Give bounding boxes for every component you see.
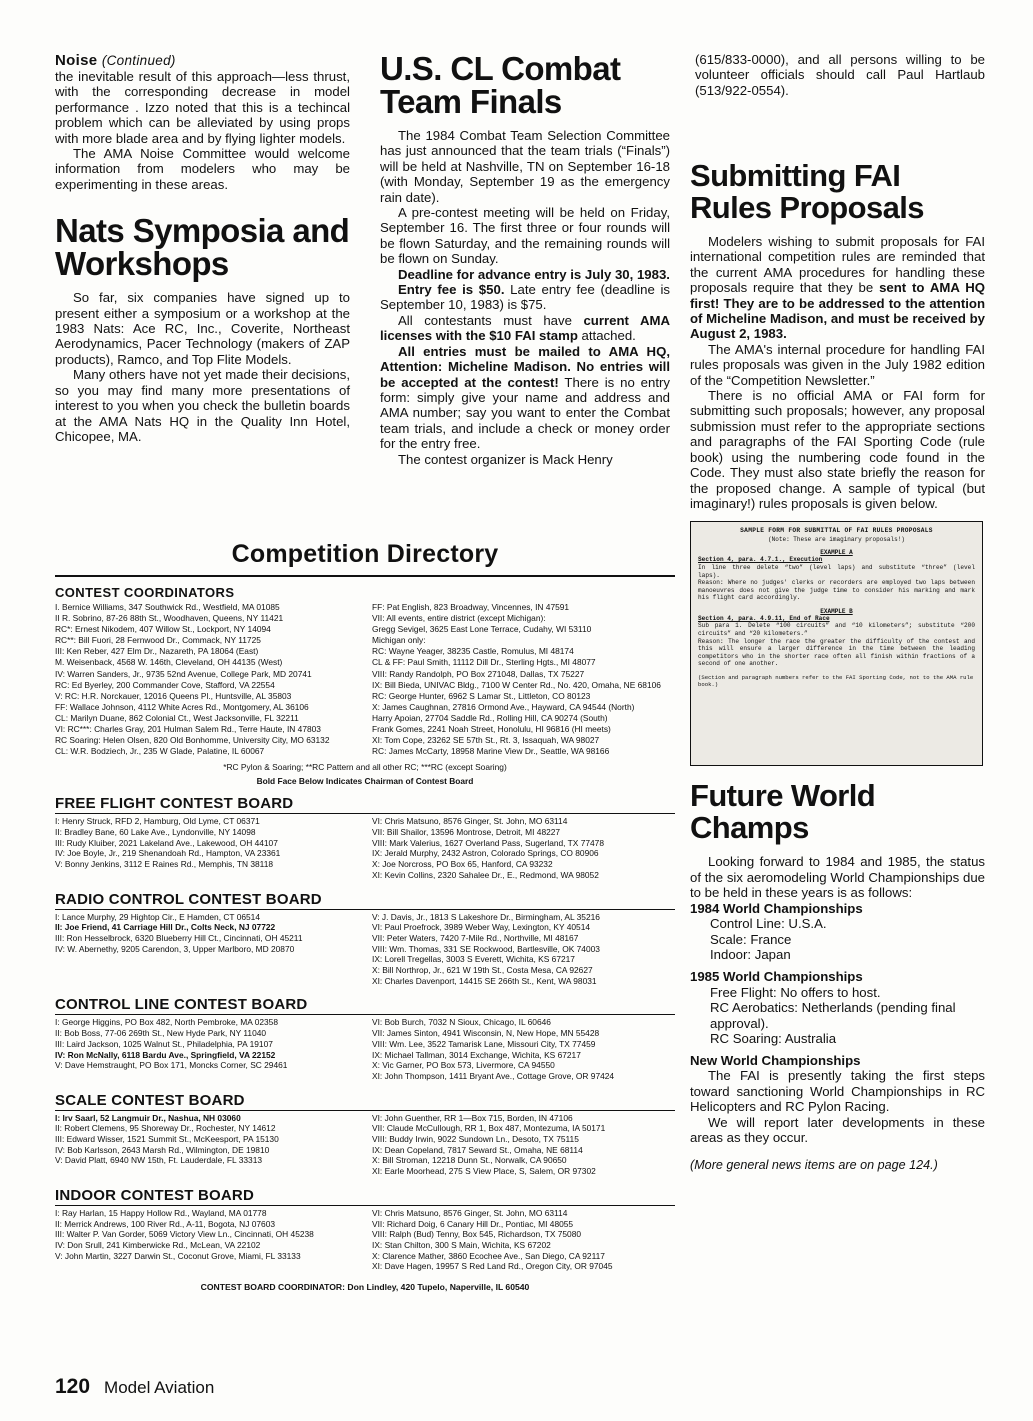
directory-entry: X: James Caughnan, 27816 Ormond Ave., Hayward, CA 94544 (North) [372,701,635,712]
fai-para-3: There is no official AMA or FAI form for submitting such proposals; however, any proposal submission must refer to the appropriate sections and paragraphs of the FAI Sporting Code (rule book) using the numbering code found in the Code. They must also state briefly the reason for the proposed change. A sample of typical (but imaginary!) rules proposals is given below. [690,388,985,511]
directory-entry: CL: Marilyn Duane, 862 Colonial Ct., West Jacksonville, FL 32211 [55,712,299,723]
noise-para-1: the inevitable result of this approach—less thrust, with the corresponding decrease in model performance . Izzo noted that this is a techincal problem which can be alleviated by using props with more blade area and by flying lighter models. [55,69,350,146]
coordinators-left-column [55,603,358,758]
board-member: VI: Chris Matsuno, 8576 Ginger, St. John, MO 63114 [372,816,568,827]
board-member: II: Robert Clemens, 95 Shoreway Dr., Rochester, NY 14612 [55,1123,276,1134]
rule-box-b-section: Section 4, para. 4.9.11, End of Race [698,614,830,622]
board-member: IV: Joe Boyle, Jr., 219 Shenandoah Rd., Hampton, VA 23361 [55,848,281,859]
coordinators-right-column [372,603,675,758]
directory-entry: IV: Warren Sanders, Jr., 9735 52nd Avenue, College Park, MD 20741 [55,668,312,679]
board-member: IX: Jerald Murphy, 2432 Astron, Colorado Springs, CO 80906 [372,848,599,859]
directory-note-2: Bold Face Below Indicates Chairman of Contest Board [256,776,474,787]
board-member: VI: Chris Matsuno, 8576 Ginger, St. John, MO 63114 [372,1207,568,1218]
rule-box-a-reason-label: Reason: [698,579,724,587]
list-item: Scale: France [710,931,792,947]
board-member: VIII: Buddy Irwin, 9022 Sundown Ln., Desoto, TX 75115 [372,1134,579,1145]
directory-entry: V: RC: H.R. Norckauer, 12016 Queens Pl., Huntsville, AL 35803 [55,690,292,701]
board-member: VIII: Mark Valerius, 1627 Overland Pass, Sugerland, TX 77478 [372,837,604,848]
directory-entry: I. Bernice Williams, 347 Southwick Rd., Westfield, MA 01085 [55,602,280,612]
fai-para-1-pre: Modelers wishing to submit proposals for FAI international competition rules are reminded that the current AMA procedures for handling these proposals require that they be [690,234,985,296]
rule-box-a-section: Section 4, para. 4.7.1., Execution [698,556,823,564]
contest-board-column [55,1018,358,1082]
future-champs-1985 [690,969,985,1047]
future-champs-new-para-2: We will report later developments in these areas as they occur. [690,1114,985,1146]
board-member: III: Edward Wisser, 1521 Summit St., McKeesport, PA 15130 [55,1134,279,1145]
future-champs-1985-title: 1985 World Championships [690,968,863,984]
board-member: X: Clarence Mather, 3860 Ecochee Ave., San Diego, CA 92117 [372,1250,605,1261]
combat-heading: U.S. CL Combat Team Finals [380,50,621,120]
contest-board-columns [55,1114,675,1178]
rule-box-subtitle: (Note: These are imaginary proposals!) [768,536,905,544]
contest-board-name: CONTROL LINE CONTEST BOARD [55,996,675,1015]
board-member: XI: Earle Moorhead, 275 S View Place, S, Salem, OR 97302 [372,1166,596,1177]
board-member: VII: Peter Waters, 7420 7-Mile Rd., Northville, MI 48167 [372,932,579,943]
board-member: IV: Bob Karlsson, 2643 Marsh Rd., Wilmington, DE 19810 [55,1144,270,1155]
board-member: VII: Claude McCullough, RR 1, Box 487, Montezuma, IA 50171 [372,1123,606,1134]
column-right [690,160,985,1172]
board-member: IX: Dean Copeland, 7817 Seward St., Omaha, NE 68114 [372,1144,583,1155]
rule-box-a-reason-text: Where no judges' clerks or recorders are employed two laps between manoeuvres does not give the judge time to consider his marking and mark his flight card accordingly. [698,579,975,602]
board-member: V: Dave Hemstraught, PO Box 171, Moncks Corner, SC 29461 [55,1060,288,1071]
list-item: RC Aerobatics: Netherlands (pending final approval). [710,1000,956,1031]
directory-entry: XI: Tom Cope, 23262 SE 57th St., Rt. 3, Issaquah, WA 98027 [372,735,600,746]
contest-board [55,795,675,881]
board-member: III: Walter P. Van Gorder, 5069 Victory View Ln., Cincinnati, OH 45238 [55,1229,314,1240]
board-member: IX: Lorell Tregellas, 3003 S Everett, Wichita, KS 67217 [372,954,575,965]
noise-continued: (Continued) [101,53,176,68]
list-item: Control Line: U.S.A. [710,916,827,932]
board-member: XI: Kevin Collins, 2320 Sahalee Dr., E., Redmond, WA 98052 [372,869,599,880]
page-number: 120 [55,1375,91,1398]
contest-board-name: INDOOR CONTEST BOARD [55,1187,675,1206]
board-member: I: George Higgins, PO Box 482, North Pembroke, MA 02358 [55,1017,278,1028]
page-footer [55,1375,214,1399]
board-member: VIII: Wm. Thomas, 331 SE Rockwood, Bartlesville, OK 74003 [372,943,600,954]
combat-licenses-post: attached. [577,328,636,344]
board-member: VI: Bob Burch, 7032 N Sioux, Chicago, IL 60646 [372,1017,551,1028]
directory-entry: VI: RC***: Charles Gray, 201 Hulman Salem Rd., Terre Haute, IN 47803 [55,724,321,735]
directory-entry: M. Weisenback, 4568 W. 146th, Cleveland, OH 44135 (West) [55,657,283,668]
combat-organizer-cont: (615/833-0000), and all persons willing to be volunteer officials should call Paul Hartlaub (513/922-0554). [695,52,985,98]
rule-box-b-reason-label: Reason: [698,637,724,645]
combat-organizer: The contest organizer is Mack Henry [398,451,613,467]
board-member: III: Laird Jackson, 1025 Walnut St., Philadelphia, PA 19107 [55,1038,273,1049]
rule-box-b-reason [698,638,975,668]
board-member: XI: Dave Hagen, 19957 S Red Land Rd., Oregon City, OR 97045 [372,1261,613,1272]
contest-coordinators-columns [55,603,675,758]
directory-entry: CL & FF: Paul Smith, 11112 Dill Dr., Sterling Hgts., MI 48077 [372,657,596,668]
directory-entry: RC: George Hunter, 6962 S Lamar St., Littleton, CO 80123 [372,690,591,701]
combat-entry-fee-rest: Late entry fee (deadline is September 10, 1983) is $75. [380,282,670,313]
contest-board-columns [55,817,675,881]
nats-heading: Nats Symposia and Workshops [55,212,350,283]
board-member: II: Bob Boss, 77-06 269th St., New Hyde Park, NY 11040 [55,1028,267,1039]
contest-board-column [55,1209,358,1273]
combat-mailing-rest: There is no entry form: simply give your name and address and AMA number; say you want to enter the Combat team trials, and include a check or money order for the entry free. [380,374,670,452]
rule-box-a-reason [698,579,975,602]
combat-para-1: The 1984 Combat Team Selection Committee has just announced that the team trials (“Finals”) will be held at Nashville, TN on September 16-18 (with Monday, September 19 as the emergency rain date). [380,128,670,205]
board-member: VI: Paul Proefrock, 3989 Weber Way, Lexington, KY 40514 [372,922,591,933]
board-member: I: Lance Murphy, 29 Hightop Cir., E Hamden, CT 06514 [55,911,260,922]
board-member: XI: Charles Davenport, 14415 SE 266th St., Kent, WA 98031 [372,975,597,986]
board-member: V: David Platt, 6940 NW 15th, Ft. Lauderdale, FL 33313 [55,1155,263,1166]
publication-name: Model Aviation [104,1378,215,1397]
combat-para-2: A pre-contest meeting will be held on Friday, September 16. The first three or four rounds will be flown Saturday, and the remaining rounds will be flown on Sunday. [380,205,670,267]
rule-box-a-body: In line three delete “two” (level laps) and substitute “three” (level laps). [698,563,975,579]
combat-licenses-bold: current AMA licenses with the $10 FAI stamp [380,312,670,344]
directory-entry: III: Ken Reber, 427 Elm Dr., Nazareth, PA 18064 (East) [55,646,259,657]
board-member: X: Bill Northrop, Jr., 621 W 19th St., Costa Mesa, CA 92627 [372,965,593,976]
contest-board-name: SCALE CONTEST BOARD [55,1092,675,1111]
board-member: VII: Richard Doig, 6 Canary Hill Dr., Pontiac, MI 48055 [372,1218,574,1229]
board-member: II: Bradley Bane, 60 Lake Ave., Lyndonville, NY 14098 [55,827,256,838]
board-member: II: Merrick Andrews, 100 River Rd., A-11, Bogota, NJ 07603 [55,1218,276,1229]
noise-para-2: The AMA Noise Committee would welcome information from modelers who may be experimenting in these areas. [55,146,350,192]
rule-box-title: SAMPLE FORM FOR SUBMITTAL OF FAI RULES PROPOSALS [740,527,933,535]
future-champs-new-title: New World Championships [690,1052,861,1068]
board-member: I: Irv Saarl, 52 Langmuir Dr., Nashua, NH 03060 [55,1112,241,1123]
contest-board-columns [55,1209,675,1273]
directory-entry: RC: James McCarty, 18958 Marine View Dr., Seattle, WA 98166 [372,746,610,757]
combat-entry-fee-bold: Entry fee is $50. [398,282,505,298]
future-champs-new [690,1053,985,1146]
directory-entry: II R. Sobrino, 87-26 88th St., Woodhaven, Queens, NY 11421 [55,613,284,624]
directory-entry: RC: Ed Byerley, 200 Commander Cove, Stafford, VA 22554 [55,679,275,690]
board-member: X: Vic Garner, PO Box 573, Livermore, CA 94550 [372,1060,555,1071]
rule-box-footnote: (Section and paragraph numbers refer to the FAI Sporting Code, not to the AMA rule book.) [698,674,974,689]
board-member: VI: John Guenther, RR 1—Box 715, Borden, IN 47106 [372,1112,573,1123]
fai-para-1 [690,234,985,342]
directory-entry: Harry Apoian, 27704 Saddle Rd., Rolling Hill, CA 90274 (South) [372,712,608,723]
board-member: III: Ron Hesselbrock, 6320 Blueberry Hill Ct., Cincinnati, OH 45211 [55,932,303,943]
directory-entry: RC: Wayne Yeager, 38235 Castle, Romulus, MI 48174 [372,646,574,657]
contest-board-column [372,1018,675,1082]
future-champs-1984 [690,901,985,963]
directory-entry: FF: Wallace Johnson, 4112 White Acres Rd., Montgomery, AL 36106 [55,701,309,712]
nats-para-2: Many others have not yet made their decisions, so you may find many more presentations of interest to you when you check the bulletin boards at the AMA Nats HQ in the Quality Inn Hotel, Chicopee, MA. [55,367,350,444]
rule-box-example-b-label: EXAMPLE B [820,607,853,615]
fai-para-2: The AMA's internal procedure for handling FAI rules proposals was given in the July 1982 edition of the “Competition Newsletter.” [690,341,985,388]
board-member: I: Ray Harlan, 15 Happy Hollow Rd., Wayland, MA 01778 [55,1207,267,1218]
board-member: IV: Ron McNally, 6118 Bardu Ave., Springfield, VA 22152 [55,1049,276,1060]
contest-board-coordinator: CONTEST BOARD COORDINATOR: Don Lindley, 420 Tupelo, Naperville, IL 60540 [200,1282,530,1293]
column-left [55,52,350,444]
contest-board-column [55,913,358,988]
board-member: IV: Don Srull, 241 Kimberwicke Rd., McLean, VA 22102 [55,1240,261,1250]
more-news-note: (More general news items are on page 124.) [690,1157,938,1172]
board-member: V: J. Davis, Jr., 1813 S Lakeshore Dr., Birmingham, AL 35216 [372,911,600,922]
fai-heading: Submitting FAI Rules Proposals [690,158,924,225]
future-champs-1984-title: 1984 World Championships [690,900,863,916]
board-member: VIII: Wm. Lee, 3522 Tamarisk Lane, Missouri City, TX 77459 [372,1038,596,1049]
contest-boards [55,795,675,1273]
list-item: Indoor: Japan [710,947,791,963]
board-member: IV: W. Abernethy, 9205 Carendon, 3, Upper Marlboro, MD 20870 [55,943,295,954]
combat-deadline: Deadline for advance entry is July 30, 1983. [398,266,670,282]
directory-entry: VII: All events, entire district (except Michigan): [372,613,546,624]
combat-mailing [380,344,670,452]
board-member: I: Henry Struck, RFD 2, Hamburg, Old Lyme, CT 06371 [55,816,260,827]
column-middle [380,52,670,467]
sample-rules-proposal-box [690,521,983,766]
directory-entry: RC*: Ernest Nikodem, 407 Willow St., Lockport, NY 14094 [55,624,271,635]
contest-board [55,1187,675,1273]
future-champs-heading: Future World Champs [690,778,876,846]
directory-entry: IX: Bill Bieda, UNIVAC Bldg., 7100 W Center Rd., No. 420, Omaha, NE 68106 [372,679,661,690]
contest-board-columns [55,913,675,988]
future-champs-intro: Looking forward to 1984 and 1985, the status of the six aeromodeling World Championships due to be held in these years is as follows: [690,854,985,901]
board-member: XI: John Thompson, 1411 Bryant Ave., Cottage Grove, OR 97424 [372,1070,615,1081]
rule-box-example-a-label: EXAMPLE A [820,549,853,557]
noise-kicker-text: Noise [55,52,98,69]
combat-licenses [380,313,670,344]
contest-board-column [372,1209,675,1273]
directory-entry: RC Soaring: Helen Olsen, 820 Old Bonhomme, University City, MO 63132 [55,735,330,746]
directory-entry: VIII: Randy Randolph, PO Box 271048, Dallas, TX 75227 [372,668,585,679]
noise-kicker [55,52,350,69]
list-item: RC Soaring: Australia [710,1031,837,1047]
contest-board-column [372,1114,675,1178]
board-member: VIII: Ralph (Bud) Tenny, Box 545, Richardson, TX 75080 [372,1229,582,1240]
directory-entry: FF: Pat English, 823 Broadway, Vincennes, IN 47591 [372,602,570,612]
directory-entry: Michigan only: [372,635,426,646]
contest-board-name: FREE FLIGHT CONTEST BOARD [55,795,675,814]
contest-board [55,891,675,988]
board-member: IX: Michael Tallman, 3014 Exchange, Wichita, KS 67217 [372,1049,581,1060]
contest-board-name: RADIO CONTROL CONTEST BOARD [55,891,675,910]
directory-entry: Gregg Sevigel, 3625 East Lone Terrace, Cudahy, WI 53110 [372,624,592,635]
directory-entry: Frank Gomes, 2241 Noah Street, Honolulu, HI 96816 (HI meets) [372,724,611,735]
board-member: VII: Bill Shailor, 13596 Montrose, Detroit, MI 48227 [372,827,561,838]
combat-mailing-bold: All entries must be mailed to AMA HQ, Attention: Micheline Madison. No entries will be accepted at the contest! [380,343,670,390]
contest-board-column [372,913,675,988]
fai-para-1-bold: sent to AMA HQ first! They are to be addressed to the attention of Micheline Madison, and must be received by August 2, 1983. [690,280,985,342]
future-champs-new-para-1: The FAI is presently taking the first steps toward sanctioning World Championships in RC Helicopters and RC Pylon Racing. [690,1068,985,1115]
combat-entry-fee [380,282,670,313]
directory-note-1: *RC Pylon & Soaring; **RC Pattern and all other RC; ***RC (except Soaring) [223,762,507,773]
contest-board-column [55,1114,358,1178]
board-member: II: Joe Friend, 41 Carriage Hill Dr., Colts Neck, NJ 07722 [55,922,276,933]
contest-board [55,996,675,1082]
contest-board-column [55,817,358,881]
contest-board-columns [55,1018,675,1082]
nats-para-1: So far, six companies have signed up to present either a symposium or a workshop at the 1983 Nats: Ace RC, Inc., Coverite, Northeast Aerodynamics, Pacer Technology (makers of ZAP products), Ramco, and Top Flite Models. [55,290,350,367]
combat-licenses-pre: All contestants must have [398,312,584,328]
board-member: X: Bill Stroman, 12218 Dunn St., Norwalk, CA 90650 [372,1155,567,1166]
directory-title: Competition Directory [55,540,675,577]
directory-entry: CL: W.R. Bodziech, Jr., 235 W Glade, Palatine, IL 60067 [55,746,265,757]
competition-directory [55,540,675,1292]
board-member: V: John Martin, 3227 Darwin St., Coconut Grove, Miami, FL 33133 [55,1250,301,1261]
future-world-champs-section [690,780,985,1171]
contest-coordinators-title: CONTEST COORDINATORS [55,585,235,600]
board-member: III: Rudy Kluiber, 2021 Lakeland Ave., Lakewood, OH 44107 [55,837,278,848]
list-item: Free Flight: No offers to host. [710,984,881,1000]
rule-box-b-body: Sub para 1. Delete “100 circuits” and “10 kilometers”; substitute “200 circuits” and “20 kilometers.” [698,622,975,638]
directory-entry: RC**: Bill Fuori, 28 Fernwood Dr., Commack, NY 11725 [55,635,261,646]
board-member: VII: James Sinton, 4941 Wisconsin, N, New Hope, MN 55428 [372,1028,600,1039]
contest-board [55,1092,675,1178]
contest-board-column [372,817,675,881]
board-member: X: Joe Norcross, PO Box 65, Hanford, CA 93232 [372,859,553,870]
board-member: V: Bonny Jenkins, 3112 E Raines Rd., Memphis, TN 38118 [55,859,274,870]
column-right-top [695,52,985,98]
rule-box-b-reason-text: The longer the race the greater the difficulty of the contest and this will ensure a larger difference in the time between the leading competitors who in the shorter race often all finish within fractions of a second of one another. [698,637,975,668]
board-member: IX: Stan Chilton, 300 S Main, Wichita, KS 67202 [372,1240,551,1250]
